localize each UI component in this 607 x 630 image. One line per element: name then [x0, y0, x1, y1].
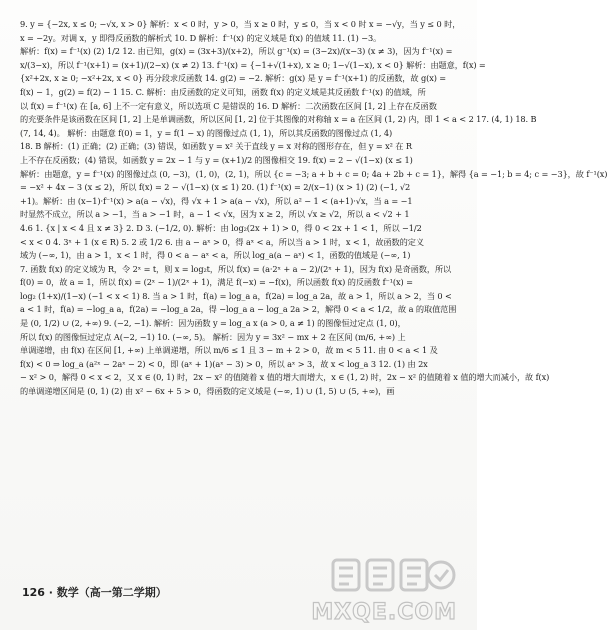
text-line: x = −2y。对调 x，y 即得反函数的解析式 10. D 解析：f⁻¹(x) 的定义域是 f(x) 的值域 11. (1) −3。 — [20, 32, 382, 43]
text-line: f(x) − 1，g(2) = f(2) − 1 15. C. 解析：由反函数的定义可知，函数 f(x) 的定义域是其反函数 f⁻¹(x) 的值域，所 — [20, 86, 426, 97]
text-line: 解析：由题意，y = f⁻¹(x) 的图像过点 (0, −3)，(1, 0)，(2, 1)，所以 {c = −3; a + b + c = 0; 4a + 2b + c = 1}，解得 {a = −1; b = 4; c = −3}，故 f⁻¹(x) — [20, 168, 607, 179]
text-line: 18. B 解析：(1) 正确；(2) 正确；(3) 错误，如函数 y = x² 关于直线 y = x 对称的图形存在，但 y = x² 在 R — [20, 141, 412, 152]
text-line: 单调递增，由 f(x) 在区间 [1, +∞) 上单调递增，所以 m/6 ≤ 1 且 3 − m + 2 > 0，故 m < 5 11. 由 0 < a < 1 及 — [20, 345, 438, 356]
text-line: = −x² + 4x − 3 (x ≤ 2)，所以 f(x) = 2 − √(1−x) (x ≤ 1) 20. (1) f⁻¹(x) = 2/(x−1) (x > 1) (2) (−1, √2 — [20, 182, 411, 193]
text-line: 4.6 1. {x | x < 4 且 x ≠ 3} 2. D 3. (−1/2, 0). 解析：由 log₂(2x + 1) > 0，得 0 < 2x + 1 < 1，所以 −1/2 — [20, 222, 422, 233]
text-line: +1)。解析：由 (x−1)·f⁻¹(x) > a(a − √x)，得 √x + 1 > a(a − √x)，所以 a² − 1 < (a+1)·√x，当 a = −1 — [20, 195, 413, 206]
text-line: f(0) = 0，故 a = 1，所以 f(x) = (2ˣ − 1)/(2ˣ + 1)，满足 f(−x) = −f(x)，所以函数 f(x) 的反函数 f⁻¹(x) = — [20, 277, 413, 288]
text-line: log₂ (1+x)/(1−x) (−1 < x < 1) 8. 当 a > 1 时，f(a) = log_a a，f(2a) = log_a 2a，故 a > 1，所以 a > 2，当 0 < — [20, 290, 452, 301]
text-line: f(x) < 0 ⇒ log_a (a²ˣ − 2aˣ − 2) < 0，即 (aˣ + 1)(aˣ − 3) > 0，所以 aˣ > 3，故 x < log_a 3 12. (1) 由 2x — [20, 358, 428, 369]
text-line: a < 1 时，f(a) = −log_a a，f(2a) = −log_a 2a，得 −log_a a − log_a 2a > 2，解得 0 < a < 1/2，故 a 的取值范围 — [20, 304, 457, 315]
watermark-logo — [311, 552, 465, 630]
text-line: 时显然不成立，所以 a > −1，当 a > −1 时，a − 1 < √x，因为 x ≥ 2，所以 √x ≥ √2，所以 a < √2 + 1 — [20, 209, 410, 220]
text-line: 域为 (−∞, 1)，由 a > 1，x < 1 时，得 0 < a − aˣ < a，所以 log_a(a − aˣ) < 1，函数的值域是 (−∞, 1) — [20, 250, 411, 261]
text-line: − x² > 0，解得 0 < x < 2，又 x ∈ (0, 1) 时，2x − x² 的值随着 x 值的增大而增大，x ∈ (1, 2) 时，2x − x² 的值随着 x 值的增大而减小，故 f(x) — [20, 372, 550, 383]
page-footer: 126 · 数学（高一第二学期） — [22, 586, 167, 599]
text-line: x/(3−x)，所以 f⁻¹(x+1) = (x+1)/(2−x) (x ≠ 2) 13. f⁻¹(x) = {−1+√(1+x), x ≥ 0; 1−√(1−x), x < 0} 解析：由题意，f(x) = — [20, 59, 486, 70]
text-line: < x < 0 4. 3ˣ + 1 (x ∈ R) 5. 2 或 1/2 6. 由 a − aˣ > 0，得 aˣ < a，所以当 a > 1 时，x < 1，故函数的定义 — [20, 236, 424, 247]
text-line: 上不存在反函数；(4) 错误，如函数 y = 2x − 1 与 y = (x+1)/2 的图像相交 19. f(x) = 2 − √(1−x) (x ≤ 1) — [20, 154, 413, 165]
text-line: 7. 函数 f(x) 的定义域为 R，令 2ˣ = t，则 x = log₂t，所以 f(x) = (a·2ˣ + a − 2)/(2ˣ + 1)，因为 f(x) 是奇函数，所以 — [20, 263, 452, 274]
text-line: 以 f(x) = f⁻¹(x) 在 [a, 6] 上不一定有意义，所以选项 C 是错误的 16. D 解析：二次函数在区间 [1, 2] 上存在反函数 — [20, 100, 437, 111]
watermark-icon — [315, 552, 465, 602]
watermark-text: MXQE.COM — [311, 600, 457, 625]
text-line: 所以 f(x) 的图像恒过定点 A(−2, −1) 10. (−∞, 5)。 解析：因为 y = 3x² − mx + 2 在区间 (m/6, +∞) 上 — [20, 331, 406, 342]
text-line: (7, 14, 4)。 解析：由题意 f(0) = 1，y = f(1 − x) 的图像过点 (1, 1)，所以其反函数的图像过点 (1, 4) — [20, 127, 393, 138]
text-line: 是 (0, 1/2) ∪ (2, +∞) 9. (−2, −1). 解析：因为函数 y = log_a x (a > 0, a ≠ 1) 的图像恒过定点 (1, 0)， — [20, 318, 406, 329]
text-line: {x²+2x, x ≥ 0; −x²+2x, x < 0} 再分段求反函数 14. g(2) = −2. 解析：g(x) 是 y = f⁻¹(x+1) 的反函数，故 g(x) = — [20, 73, 447, 84]
text-line: 的单调递增区间是 (0, 1) (2) 由 x² − 6x + 5 > 0，得函数的定义域是 (−∞, 1) ∪ (1, 5) ∪ (5, +∞)，画 — [20, 386, 395, 397]
text-line: 的充要条件是该函数在区间 [1, 2] 上是单调函数，所以区间 [1, 2] 位于其图像的对称轴 x = a 在区间 (1, 2) 内，即 1 < a < 2 17. (4, 1) 18. B — [20, 114, 537, 125]
text-line: 9. y = {−2x, x ≤ 0; −√x, x > 0} 解析：x < 0 时，y > 0，当 x ≥ 0 时，y ≤ 0，当 x < 0 时 x = −√y，当 y ≤ 0 时， — [20, 19, 461, 29]
text-line: 解析：f(x) = f⁻¹(x) (2) 1/2 12. 由已知，g(x) = (3x+3)/(x+2)，所以 g⁻¹(x) = (3−2x)/(x−3) (x ≠ 3)，因为 f⁻¹(x) = — [20, 46, 453, 57]
answer-text-block — [20, 18, 607, 399]
